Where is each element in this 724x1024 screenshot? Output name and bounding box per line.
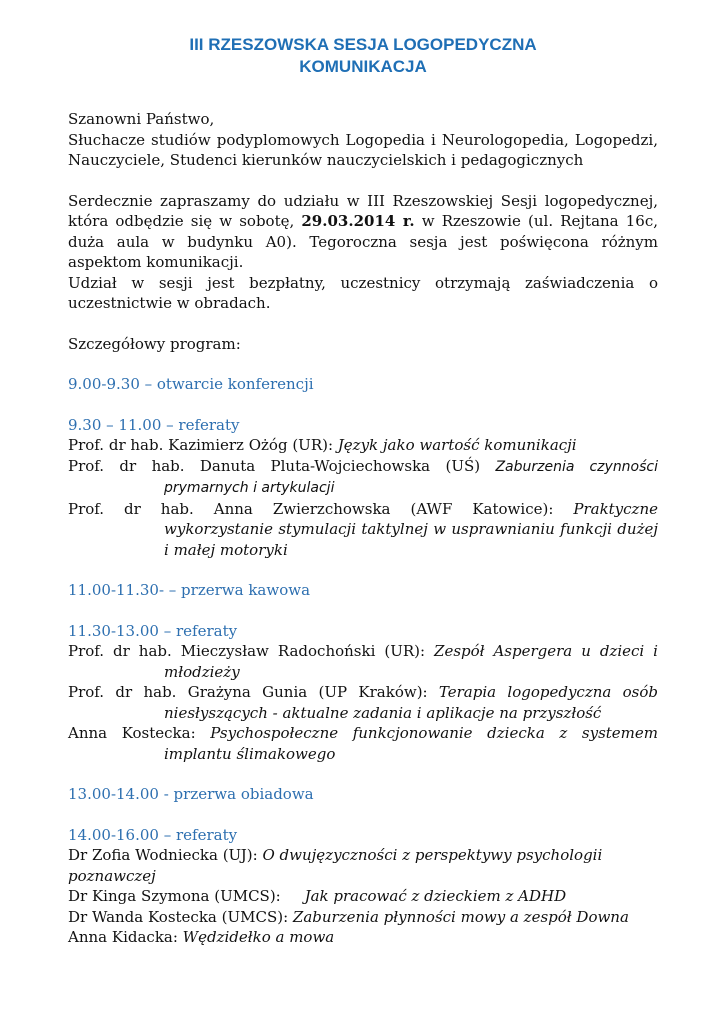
speaker: Prof. dr hab. Grażyna Gunia (UP Kraków): — [68, 683, 439, 701]
talk-title: O dwujęzyczności z perspektywy psychologii poznawczej — [68, 846, 603, 885]
talk-title: Zaburzenia płynności mowy a zespół Downa — [292, 907, 629, 926]
salutation-greeting: Szanowni Państwo, — [68, 110, 215, 128]
document-title — [68, 34, 658, 78]
section-heading: 14.00-16.00 – referaty — [68, 825, 238, 844]
program-section — [68, 825, 658, 948]
program-section — [68, 621, 658, 765]
salutation-audience: Słuchacze studiów podyplomowych Logopedia i Neurologopedia, Logopedzi, Nauczyciele, Studenci kierunków nauczycielskich i pedagogicznych — [68, 130, 658, 169]
section-heading: 9.00-9.30 – otwarcie konferencji — [68, 375, 314, 393]
invitation-before-date: Serdecznie zapraszamy do udziału w III Rzeszowskiej Sesji logopedycznej, która odbędzie się w sobotę, — [68, 191, 658, 230]
speaker: Prof. dr hab. Danuta Pluta-Wojciechowska (UŚ) — [68, 456, 496, 475]
talk-title: Zespół Aspergera u dzieci i młodzieży — [164, 642, 658, 681]
program-item — [68, 907, 658, 928]
speaker: Anna Kostecka: — [68, 724, 211, 742]
program-section — [68, 784, 658, 805]
speaker: Prof. dr hab. Anna Zwierzchowska (AWF Katowice): — [68, 499, 574, 518]
talk-title: Wędzidełko a mowa — [182, 928, 335, 946]
event-date: 29.03.2014 r. — [301, 212, 415, 230]
program-item — [68, 723, 658, 764]
program-item — [68, 456, 658, 499]
program-item — [68, 682, 658, 723]
section-heading: 13.00-14.00 - przerwa obiadowa — [68, 785, 314, 803]
program-section — [68, 374, 658, 395]
invitation — [68, 191, 658, 314]
talk-title: Praktyczne wykorzystanie stymulacji taktylnej w usprawnianiu funkcji dużej i małej motoryki — [164, 499, 658, 559]
program-section — [68, 415, 658, 561]
title-line-1: III RZESZOWSKA SESJA LOGOPEDYCZNA — [189, 35, 537, 54]
program-item — [68, 435, 658, 456]
invitation-participation: Udział w sesji jest bezpłatny, uczestnicy otrzymają zaświadczenia o uczestnictwie w obradach. — [68, 273, 658, 312]
program-item — [68, 499, 658, 561]
talk-title: Psychospołeczne funkcjonowanie dziecka z systemem implantu ślimakowego — [164, 724, 658, 763]
program-item — [68, 886, 658, 907]
salutation — [68, 109, 658, 171]
talk-title: Jak pracować z dzieckiem z ADHD — [304, 887, 567, 905]
invitation-text — [68, 191, 658, 273]
program-item — [68, 845, 658, 886]
program-item — [68, 927, 658, 948]
speaker: Dr Zofia Wodniecka (UJ): — [68, 846, 263, 864]
section-heading: 11.00-11.30- – przerwa kawowa — [68, 581, 311, 599]
talk-title: Język jako wartość komunikacji — [337, 436, 577, 454]
title-line-2: KOMUNIKACJA — [299, 57, 427, 76]
speaker: Dr Wanda Kostecka (UMCS): — [68, 907, 293, 926]
speaker: Dr Kinga Szymona (UMCS): — [68, 887, 305, 905]
program-section — [68, 580, 658, 601]
invitation-after-date: w Rzeszowie (ul. Rejtana 16c, duża aula w budynku A0). Tegoroczna sesja jest poświęcona różnym aspektom komunikacji. — [68, 212, 658, 271]
section-heading: 11.30-13.00 – referaty — [68, 621, 238, 640]
program-label: Szczegółowy program: — [68, 334, 241, 353]
program-item — [68, 641, 658, 682]
talk-title: Terapia logopedyczna osób niesłyszących - aktualne zadania i aplikacje na przyszłość — [164, 683, 659, 722]
speaker: Prof. dr hab. Kazimierz Ożóg (UR): — [68, 436, 338, 454]
section-heading: 9.30 – 11.00 – referaty — [68, 415, 240, 434]
talk-title: Zaburzenia czynności prymarnych i artykulacji — [164, 458, 659, 496]
speaker: Prof. dr hab. Mieczysław Radochoński (UR): — [68, 642, 435, 660]
speaker: Anna Kidacka: — [68, 928, 183, 946]
